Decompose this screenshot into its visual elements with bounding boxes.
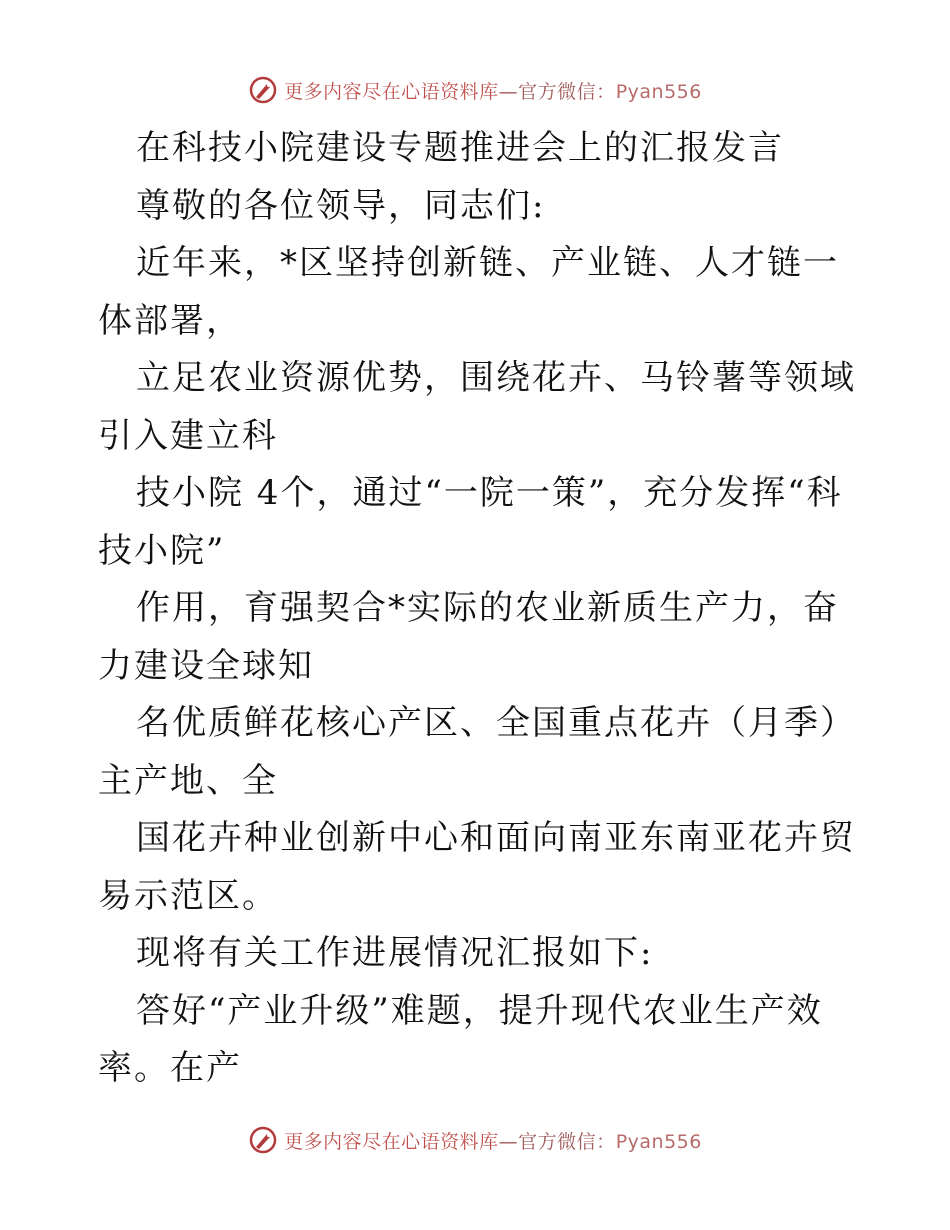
banner-text [284, 77, 702, 104]
paragraph: 技小院 4个，通过“一院一策”，充分发挥“科技小院” [98, 473, 843, 571]
footer-banner [0, 1120, 950, 1160]
pen-nib-logo-icon [248, 75, 278, 105]
pen-nib-logo-icon [248, 1125, 278, 1155]
document-body [98, 120, 858, 1098]
document-title: 在科技小院建设专题推进会上的汇报发言 [136, 128, 784, 168]
banner-wechat-id: Pyan556 [615, 1130, 702, 1153]
paragraph: 作用，育强契合*实际的农业新质生产力，奋力建设全球知 [98, 588, 839, 686]
paragraph: 立足农业资源优势，围绕花卉、马铃薯等领域引入建立科 [98, 358, 856, 456]
banner-wechat-label: —官方微信： [498, 1130, 616, 1153]
paragraph: 国花卉种业创新中心和面向南亚东南亚花卉贸易示范区。 [98, 818, 856, 916]
banner-title: 更多内容尽在心语资料库 [284, 1130, 499, 1153]
banner-wechat-label: —官方微信： [498, 80, 616, 103]
header-banner [0, 70, 950, 110]
banner-wechat-id: Pyan556 [615, 80, 702, 103]
paragraph: 现将有关工作进展情况汇报如下: [136, 933, 654, 973]
paragraph: 答好“产业升级”难题，提升现代农业生产效率。在产 [98, 990, 823, 1088]
paragraph: 近年来，*区坚持创新链、产业链、人才链一体部署， [98, 243, 839, 341]
paragraph: 名优质鲜花核心产区、全国重点花卉（月季）主产地、全 [98, 703, 856, 801]
banner-title: 更多内容尽在心语资料库 [284, 80, 499, 103]
banner-text [284, 1127, 702, 1154]
salutation: 尊敬的各位领导，同志们: [136, 185, 546, 226]
